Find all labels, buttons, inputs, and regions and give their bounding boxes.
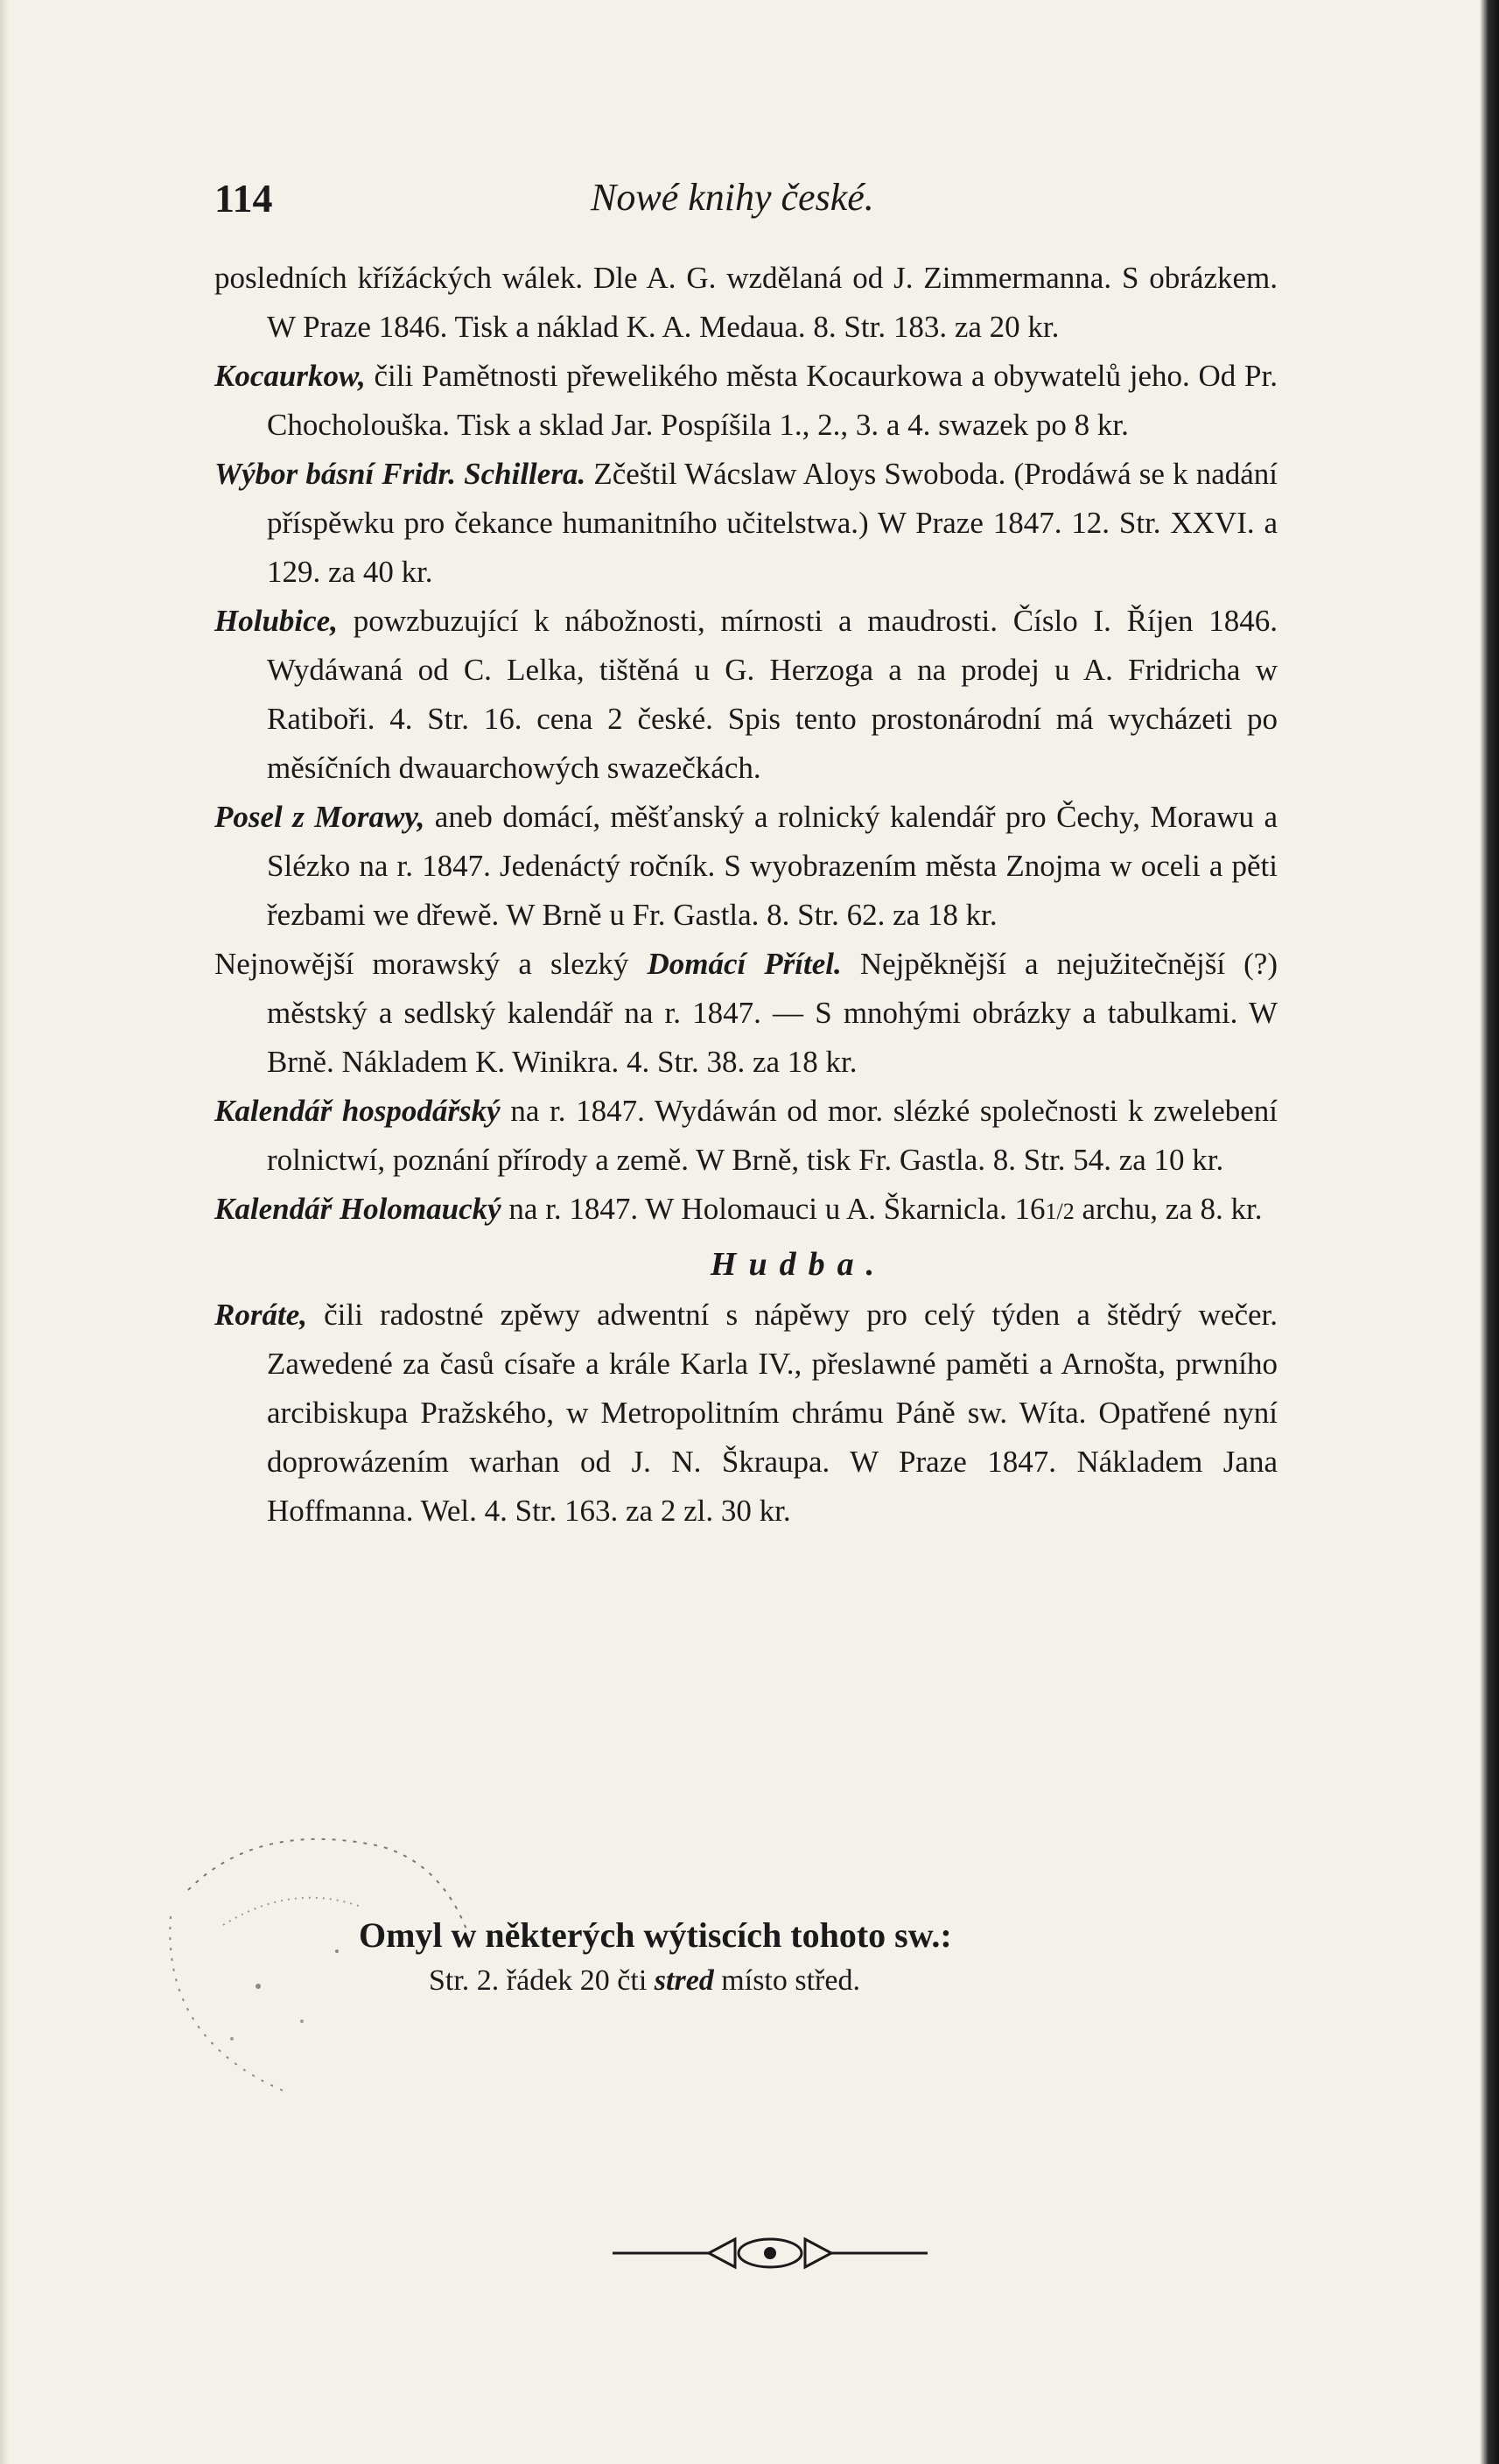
- errata-note: [359, 1914, 1146, 1998]
- closing-ornament: [613, 2227, 928, 2279]
- running-head: [214, 175, 1273, 228]
- entry-lead-title: Posel z Morawy,: [214, 800, 425, 834]
- entry-holubice: [214, 597, 1278, 793]
- entry-lead-title: Wýbor básní Fridr. Schillera.: [214, 457, 586, 491]
- entry-schiller: [214, 450, 1278, 597]
- entry-text-before: Nejnowější morawský a slezký: [214, 947, 648, 981]
- entry-text: na r. 1847. Wydáwán od mor. slézké společnosti k zwelebení rolnictwí, poznání přírody a země. W Brně, tisk Fr. Gastla. 8. Str. 54. za 10 kr.: [267, 1094, 1278, 1177]
- entry-lead-title: Holubice,: [214, 604, 338, 638]
- ornament-center-dot: [764, 2247, 776, 2259]
- entry-text: powzbuzující k nábožnosti, mírnosti a maudrosti. Číslo I. Říjen 1846. Wydáwaná od C. Lelka, tištěná u G. Herzoga a na prodej u A. Fridricha w Ratiboři. 4. Str. 16. cena 2 české. Spis tento prostonárodní má wycházeti po měsíčních dwauarchowých swazečkách.: [267, 604, 1278, 785]
- stamp-outer-arc-lower: [170, 1916, 284, 2091]
- main-text-block: [214, 254, 1278, 1536]
- entry-fraction: 1/2: [1045, 1199, 1075, 1224]
- entry-lead-title: Kalendář hospodářský: [214, 1094, 501, 1128]
- errata-title: Omyl w některých wýtiscích tohoto sw.:: [359, 1915, 952, 1955]
- entry-lead-title: Kocaurkow,: [214, 359, 366, 393]
- entry-text: čili radostné zpěwy adwentní s nápěwy pro celý týden a štědrý wečer. Zawedené za časů císaře a krále Karla IV., přeslawné paměti a Arnošta, prwního arcibiskupa Pražského, w Metropolitním chrámu Páně sw. Wíta. Opatřené nyní doprowázením warhan od J. N. Škraupa. W Praze 1847. Nákladem Jana Hoffmanna. Wel. 4. Str. 163. za 2 zl. 30 kr.: [267, 1298, 1278, 1528]
- entry-domaci-pritel: [214, 940, 1278, 1087]
- entry-text: aneb domácí, měšťanský a rolnický kalendář pro Čechy, Morawu a Slézko na r. 1847. Jedenáctý ročník. S wyobrazením města Znojma w oceli a pěti řezbami we dřewě. W Brně u Fr. Gastla. 8. Str. 62. za 18 kr.: [267, 800, 1278, 932]
- running-title: Nowé knihy české.: [591, 176, 874, 219]
- stamp-dot: [256, 1984, 261, 1989]
- entry-kalendar-hospodarsky: [214, 1087, 1278, 1185]
- entry-text-after: archu, za 8. kr.: [1074, 1192, 1263, 1226]
- page-number: 114: [214, 176, 273, 220]
- page-left-edge: [0, 0, 9, 2464]
- ornament-arrow-left: [709, 2239, 735, 2267]
- entry-text: čili Pamětnosti přewelikého města Kocaurkowa a obywatelů jeho. Od Pr. Chocholouška. Tisk a sklad Jar. Pospíšila 1., 2., 3. a 4. swazek po 8 kr.: [267, 359, 1278, 442]
- stamp-dot: [300, 2020, 304, 2023]
- errata-text-before: Str. 2. řádek 20 čti: [429, 1964, 655, 1997]
- page-right-edge-shadow: [1480, 0, 1499, 2464]
- errata-correction: [359, 1964, 1146, 1998]
- entry-continuation: [214, 254, 1278, 352]
- stamp-inner-arc: [223, 1898, 363, 1925]
- stamp-dot: [230, 2037, 234, 2040]
- ornament-arrow-right: [805, 2239, 831, 2267]
- entry-kalendar-holomaucky: [214, 1185, 1278, 1236]
- entry-lead-title: Roráte,: [214, 1298, 307, 1332]
- entry-rorate: [214, 1291, 1278, 1536]
- entry-text: posledních křížáckých wálek. Dle A. G. wzdělaná od J. Zimmermanna. S obrázkem. W Praze 1846. Tisk a náklad K. A. Medaua. 8. Str. 183. za 20 kr.: [214, 261, 1278, 344]
- entry-italic-title: Domácí Přítel.: [647, 947, 842, 981]
- entry-text: Zčeštil Wácslaw Aloys Swoboda. (Prodáwá se k nadání příspěwku pro čekance humanitního učitelstwa.) W Praze 1847. 12. Str. XXVI. a 129. za 40 kr.: [267, 457, 1278, 589]
- errata-text-after: místo střed.: [713, 1964, 860, 1997]
- entry-posel: [214, 793, 1278, 940]
- stamp-dot: [335, 1950, 339, 1953]
- entry-text: Nejpěknější a nejužitečnější (?) městský a sedlský kalendář na r. 1847. — S mnohými obrázky a tabulkami. W Brně. Nákladem K. Winikra. 4. Str. 38. za 18 kr.: [267, 947, 1278, 1079]
- entry-lead-title: Kalendář Holomaucký: [214, 1192, 501, 1226]
- errata-italic-word: stred: [654, 1964, 714, 1997]
- entry-kocaurkow: [214, 352, 1278, 450]
- entry-text: na r. 1847. W Holomauci u A. Škarnicla. 16: [501, 1192, 1046, 1226]
- section-heading-hudba: Hudba.: [710, 1246, 887, 1283]
